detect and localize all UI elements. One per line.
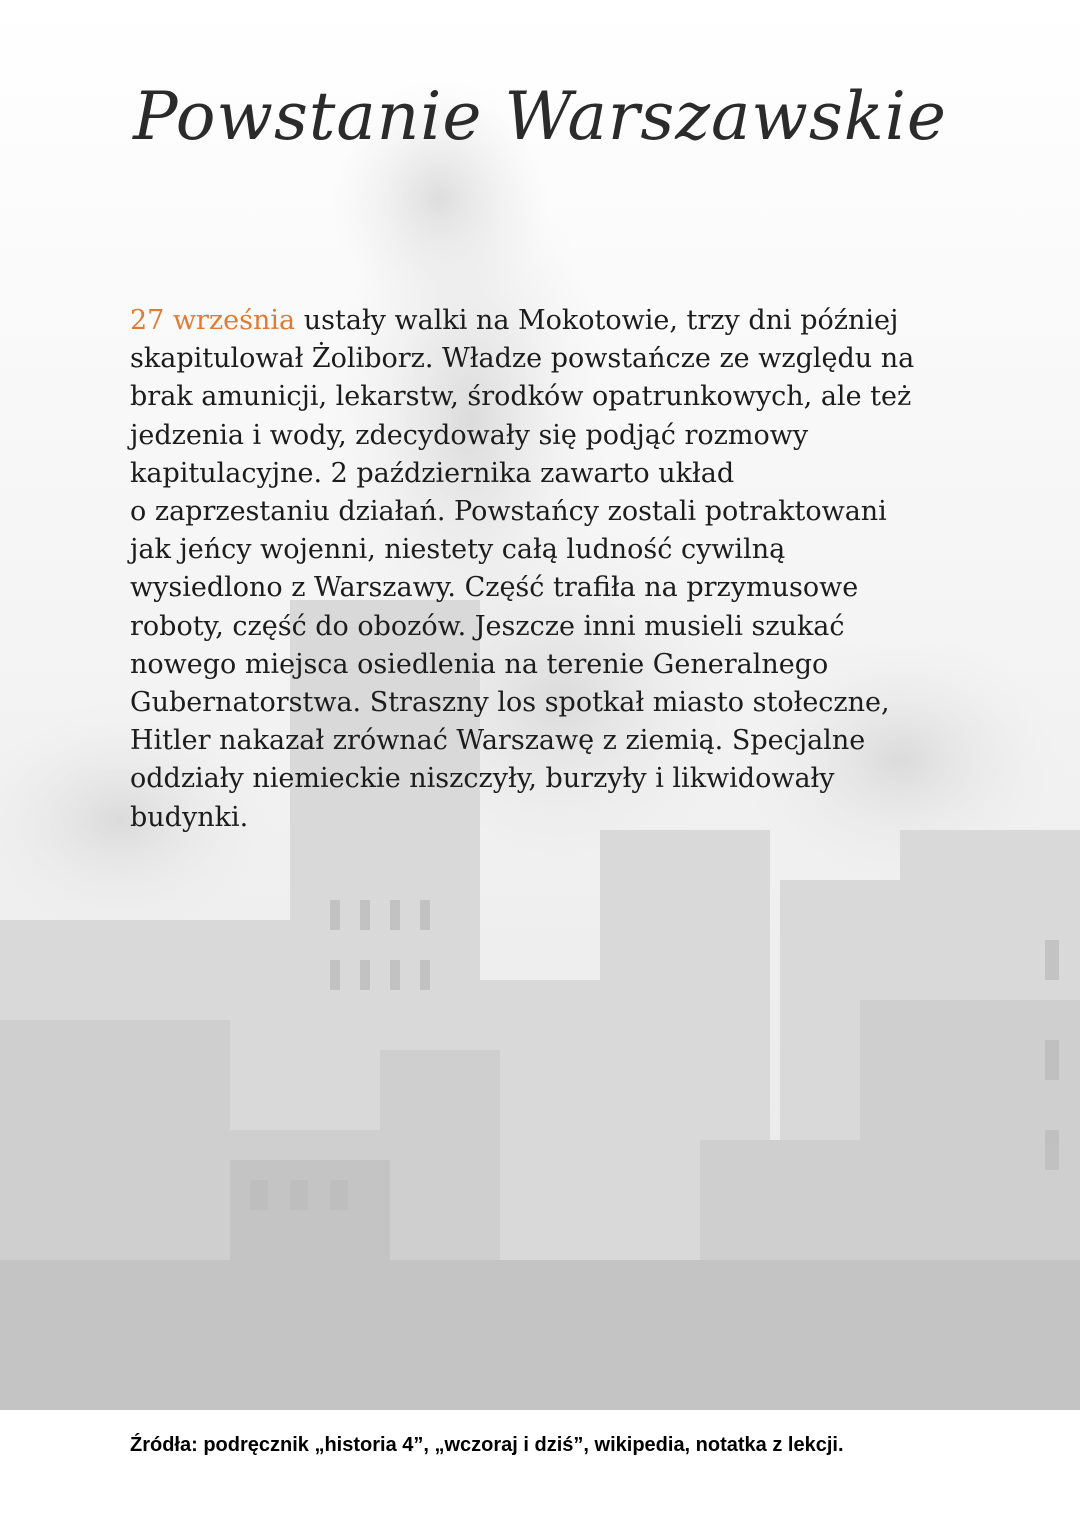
paragraph-line: kapitulacyjne. 2 października zawarto układ — [130, 457, 735, 489]
paragraph-line: roboty, część do obozów. Jeszcze inni musieli szukać — [130, 610, 845, 642]
main-paragraph — [130, 302, 960, 837]
sources-footer: Źródła: podręcznik „historia 4”, „wczoraj i dziś”, wikipedia, notatka z lekcji. — [130, 1434, 844, 1456]
paragraph-line: brak amunicji, lekarstw, środków opatrunkowych, ale też — [130, 381, 912, 413]
paragraph-line: o zaprzestaniu działań. Powstańcy zostali potraktowani — [130, 496, 887, 528]
paragraph-line: jak jeńcy wojenni, niestety całą ludność cywilną — [130, 534, 786, 566]
paragraph-line: jedzenia i wody, zdecydowały się podjąć rozmowy — [130, 419, 809, 451]
paragraph-line — [130, 302, 960, 340]
paragraph-line: wysiedlono z Warszawy. Część trafiła na przymusowe — [130, 572, 859, 604]
paragraph-line: oddziały niemieckie niszczyły, burzyły i likwidowały — [130, 763, 835, 795]
first-line-text: ustały walki na Mokotowie, trzy dni później — [295, 305, 899, 336]
paragraph-line: nowego miejsca osiedlenia na terenie Generalnego — [130, 648, 829, 680]
paragraph-line: budynki. — [130, 801, 249, 833]
page-title: Powstanie Warszawskie — [133, 78, 947, 155]
date-highlight: 27 września — [130, 305, 296, 336]
paragraph-line: Gubernatorstwa. Straszny los spotkał miasto stołeczne, — [130, 687, 890, 719]
paragraph-line: skapitulował Żoliborz. Władze powstańcze ze względu na — [130, 343, 915, 375]
paragraph-line: Hitler nakazał zrównać Warszawę z ziemią. Specjalne — [130, 725, 866, 757]
